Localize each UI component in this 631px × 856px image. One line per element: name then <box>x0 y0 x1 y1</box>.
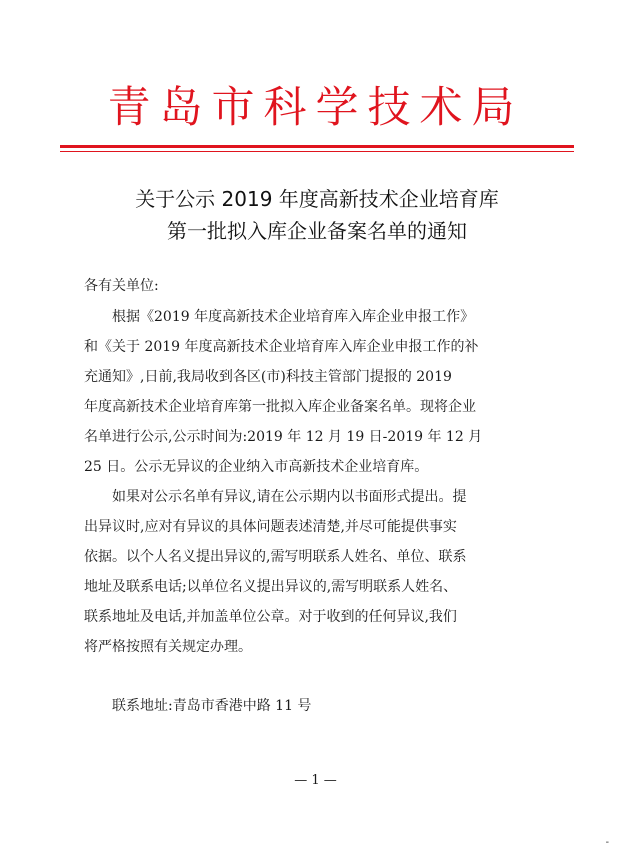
paragraph-2 <box>84 482 550 662</box>
paragraph-2-line: 联系地址及电话,并加盖单位公章。对于收到的任何异议,我们 <box>84 609 457 625</box>
paragraph-1-line: 根据《2019 年度高新技术企业培育库入库企业申报工作》 <box>112 309 475 325</box>
header-rule-thin <box>60 151 574 152</box>
paragraph-1-line: 和《关于 2019 年度高新技术企业培育库入库企业申报工作的补 <box>84 339 479 355</box>
page-number: — 1 — <box>294 773 337 788</box>
paragraph-2-line: 出异议时,应对有异议的具体问题表述清楚,并尽可能提供事实 <box>84 519 457 535</box>
paragraph-1-line: 充通知》,日前,我局收到各区(市)科技主管部门提报的 2019 <box>84 369 452 385</box>
paragraph-1-line: 25 日。公示无异议的企业纳入市高新技术企业培育库。 <box>84 459 429 475</box>
salutation: 各有关单位: <box>84 278 159 294</box>
paragraph-2-line: 地址及联系电话;以单位名义提出异议的,需写明联系人姓名、 <box>84 579 458 595</box>
document-title <box>60 183 574 247</box>
paragraph-1-line: 名单进行公示,公示时间为:2019 年 12 月 19 日-2019 年 12 月 <box>84 429 483 445</box>
corner-mark: - <box>605 837 609 848</box>
paragraph-2-line: 将严格按照有关规定办理。 <box>84 639 252 655</box>
document-title-line-1: 关于公示 2019 年度高新技术企业培育库 <box>135 187 499 211</box>
org-header-title: 青岛市科学技术局 <box>107 83 524 133</box>
paragraph-1 <box>84 302 550 482</box>
paragraph-2-line: 依据。以个人名义提出异议的,需写明联系人姓名、单位、联系 <box>84 549 467 565</box>
header-rule-thick <box>60 145 574 148</box>
paragraph-2-line: 如果对公示名单有异议,请在公示期内以书面形式提出。提 <box>112 489 467 505</box>
contact-address: 联系地址:青岛市香港中路 11 号 <box>112 698 312 714</box>
paragraph-1-line: 年度高新技术企业培育库第一批拟入库企业备案名单。现将企业 <box>84 399 476 415</box>
document-title-line-2: 第一批拟入库企业备案名单的通知 <box>167 219 467 243</box>
